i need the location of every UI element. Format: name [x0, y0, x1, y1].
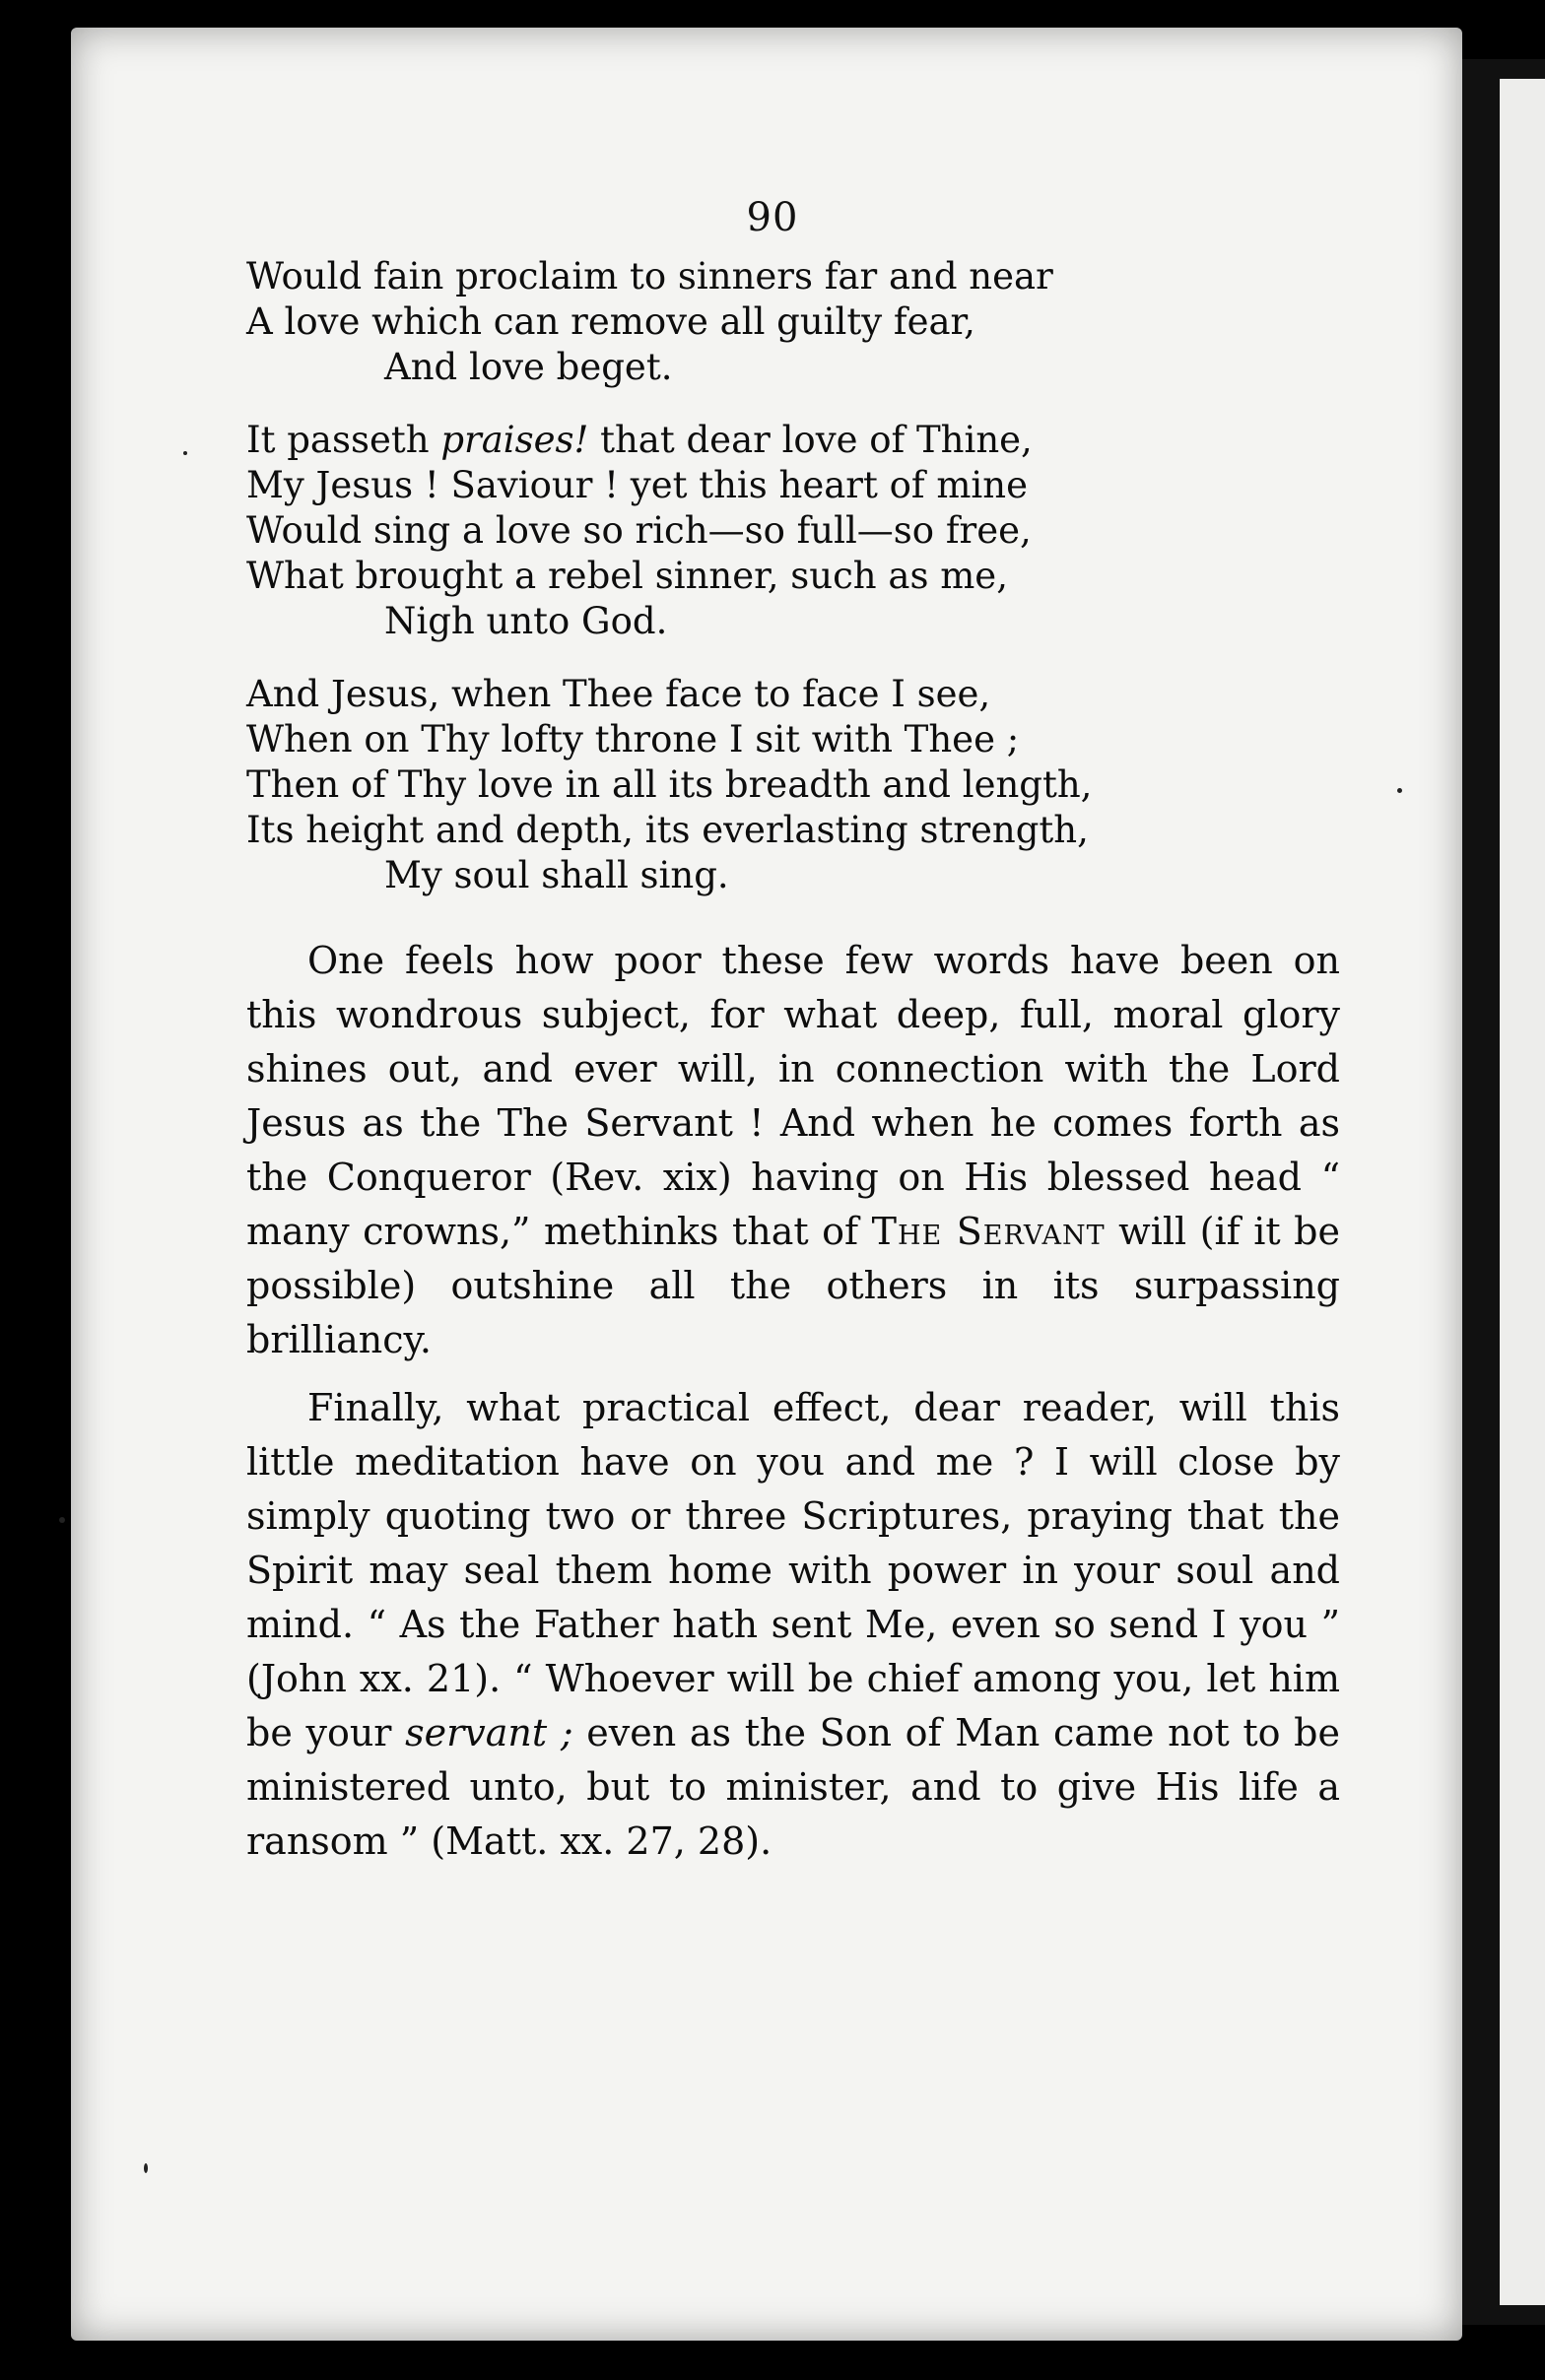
stanza: [246, 254, 1350, 390]
print-speck: [59, 1517, 65, 1523]
verse-line-refrain: And love beget.: [384, 346, 673, 388]
adjacent-page-edge: [1500, 79, 1545, 2305]
verse-text: It passeth: [246, 419, 441, 461]
paragraph-text: One feels how poor these few words have been on this wondrous subject, for what deep, full, moral glory shines out, and ever will, in connection with the Lord Jesus as the The Servant ! And when he comes forth as the Conqueror (Rev. xix) having on His blessed head “ many crowns,” methinks that of: [246, 939, 1340, 1253]
verse-line: What brought a rebel sinner, such as me,: [246, 555, 1008, 597]
verse-line: Its height and depth, its everlasting strength,: [246, 809, 1089, 851]
paragraph-emphasis: servant ;: [405, 1711, 573, 1754]
verse-text: that dear love of Thine,: [588, 419, 1033, 461]
verse-line: When on Thy lofty throne I sit with Thee ;: [246, 718, 1020, 760]
verse-line: Would fain proclaim to sinners far and near: [246, 255, 1053, 298]
verse-line: And Jesus, when Thee face to face I see,: [246, 673, 991, 715]
print-speck: [1397, 788, 1402, 793]
verse-line-refrain: My soul shall sing.: [384, 854, 729, 896]
stanza: [246, 672, 1350, 898]
print-speck: [183, 451, 187, 455]
stanza: [246, 418, 1350, 644]
paragraph-text: even as the Son of Man came not to be ministered unto, but to minister, and to give His life a ransom ” (Matt. xx. 27, 28).: [246, 1711, 1340, 1863]
paragraph: [246, 934, 1340, 1367]
verse-line: [246, 418, 1350, 463]
verse-line-refrain: Nigh unto God.: [384, 600, 668, 642]
verse-emphasis: praises!: [440, 419, 589, 461]
print-speck: [144, 2163, 148, 2173]
paragraph-text: will (if it be possible) outshine all the others in its surpassing brilliancy.: [246, 1210, 1340, 1361]
page-text: [246, 254, 1350, 1883]
verse-line: Then of Thy love in all its breadth and length,: [246, 763, 1093, 806]
verse-line: A love which can remove all guilty fear,: [246, 300, 975, 343]
paragraph-smallcaps: The Servant: [871, 1210, 1106, 1253]
page-number: 90: [746, 195, 799, 240]
paragraph-text: Finally, what practical effect, dear reader, will this little meditation have on you and me ? I will close by simply quoting two or three Scriptures, praying that the Spirit may seal them home with power in your soul and mind. “ As the Father hath sent Me, even so send I you ” (John xx. 21). “ Whoever will be chief among you, let him be your: [246, 1386, 1340, 1754]
paragraph: [246, 1381, 1340, 1869]
verse-line: Would sing a love so rich—so full—so free,: [246, 509, 1032, 552]
verse-line: My Jesus ! Saviour ! yet this heart of mine: [246, 464, 1028, 506]
